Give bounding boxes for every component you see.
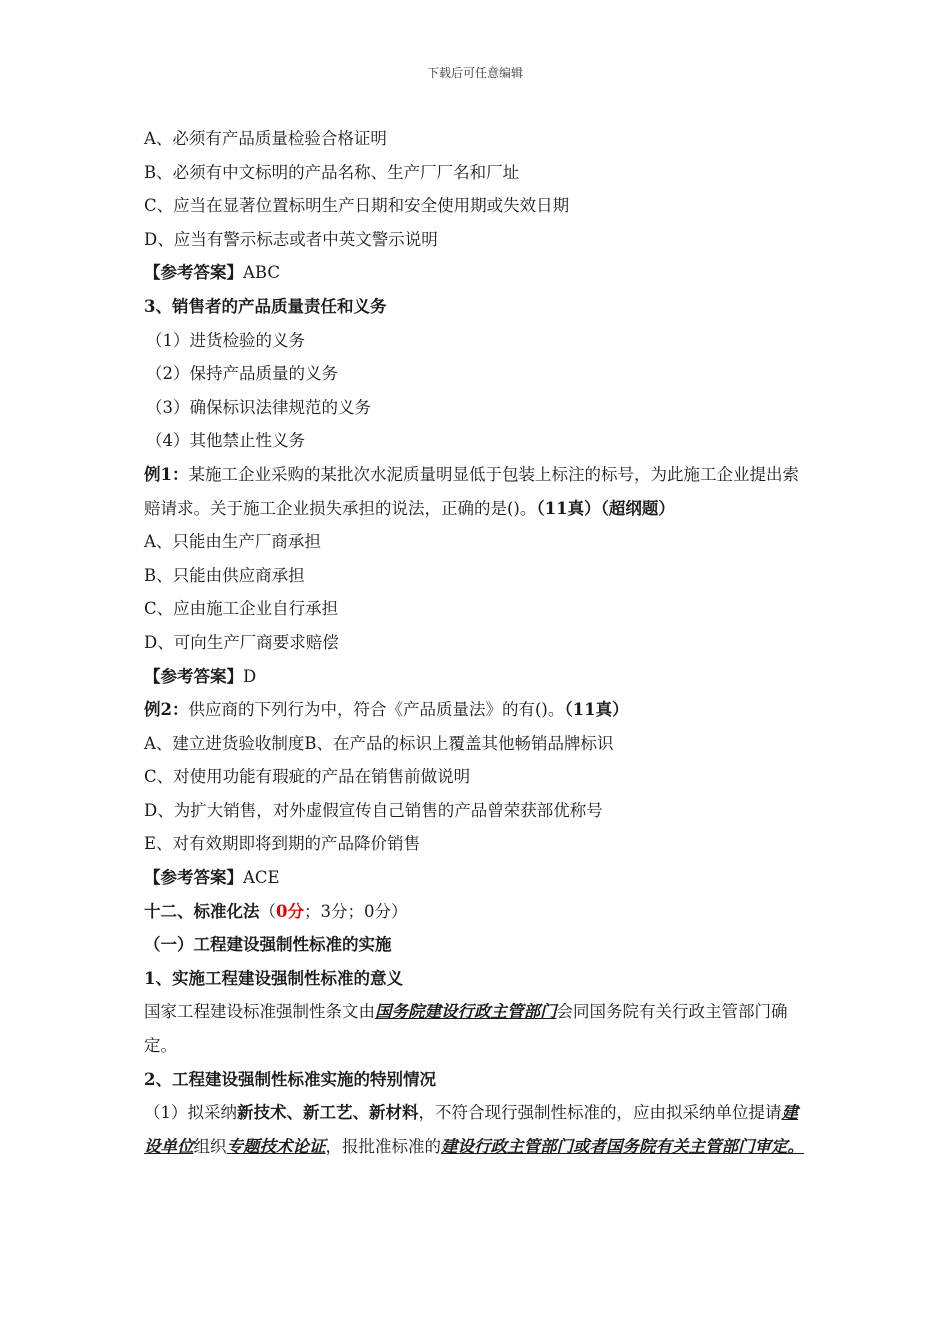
list-item: （3）确保标识法律规范的义务 <box>146 397 371 417</box>
answer-value: ABC <box>243 263 280 283</box>
option-c: C、应当在显著位置标明生产日期和安全使用期或失效日期 <box>144 196 570 216</box>
list-item: （2）保持产品质量的义务 <box>146 364 338 384</box>
answer-label: 【参考答案】 <box>144 666 243 686</box>
paragraph <box>144 1096 814 1163</box>
option-b: B、必须有中文标明的产品名称、生产厂厂名和厂址 <box>144 162 520 182</box>
paragraph-text: 会同国务院有关行政主管部门确定。 <box>144 1002 788 1056</box>
list-item: （4）其他禁止性义务 <box>146 431 305 451</box>
score-highlight: 0分 <box>276 901 304 921</box>
example-label: 例2： <box>144 700 189 720</box>
paragraph-text: ，不符合现行强制性标准的，应由拟采纳单位提请 <box>418 1103 782 1123</box>
bold-text: 新技术、新工艺、新材料 <box>237 1103 419 1123</box>
option-b: B、只能由供应商承担 <box>144 565 305 585</box>
answer-value: ACE <box>243 868 280 888</box>
point-heading: 2、工程建设强制性标准实施的特别情况 <box>144 1069 436 1089</box>
option-a: A、只能由生产厂商承担 <box>144 532 321 552</box>
page-header: 下载后可任意编辑 <box>426 66 523 80</box>
paragraph-text: 组织 <box>193 1136 227 1156</box>
list-item: （1）进货检验的义务 <box>146 330 305 350</box>
question-tag: （11真） <box>564 700 629 720</box>
answer-label: 【参考答案】 <box>144 868 243 888</box>
option-a: A、必须有产品质量检验合格证明 <box>144 129 387 148</box>
document-body <box>144 122 814 1163</box>
answer-label: 【参考答案】 <box>144 263 243 283</box>
paragraph-text: 国家工程建设标准强制性条文由 <box>144 1002 375 1022</box>
emphasis-text: 国务院建设行政主管部门 <box>375 1002 557 1022</box>
chapter-title: 十二、标准化法 <box>144 901 260 921</box>
paragraph <box>144 995 814 1062</box>
option-e: E、对有效期即将到期的产品降价销售 <box>144 834 421 854</box>
section-heading: 3、销售者的产品质量责任和义务 <box>144 296 387 316</box>
option-d: D、可向生产厂商要求赔偿 <box>144 632 339 652</box>
score-open: （ <box>259 901 276 921</box>
answer-line <box>144 861 814 895</box>
option-ab: A、建立进货验收制度B、在产品的标识上覆盖其他畅销品牌标识 <box>144 733 614 753</box>
option-c: C、对使用功能有瑕疵的产品在销售前做说明 <box>144 767 471 787</box>
answer-value: D <box>243 666 257 686</box>
emphasis-text: 专题技术论证 <box>226 1136 326 1156</box>
chapter-heading <box>144 895 814 929</box>
paragraph-text: ，报批准标准的 <box>325 1136 441 1156</box>
option-d: D、应当有警示标志或者中英文警示说明 <box>144 229 438 249</box>
answer-line <box>144 256 814 290</box>
emphasis-text: 建设单位 <box>144 1103 798 1156</box>
score-rest: ；3分；0分） <box>303 901 408 921</box>
question-text: 供应商的下列行为中，符合《产品质量法》的有()。 <box>188 700 565 720</box>
emphasis-text: 建设行政主管部门或者国务院有关主管部门审定。 <box>441 1136 804 1156</box>
subsection-heading: （一）工程建设强制性标准的实施 <box>144 935 392 955</box>
example-question <box>144 458 814 525</box>
point-heading: 1、实施工程建设强制性标准的意义 <box>144 968 403 988</box>
option-c: C、应由施工企业自行承担 <box>144 599 339 619</box>
question-tag: （11真）（超纲题） <box>536 498 675 518</box>
example-label: 例1： <box>144 464 189 484</box>
option-d: D、为扩大销售，对外虚假宣传自己销售的产品曾荣获部优称号 <box>144 800 603 820</box>
paragraph-text: （1）拟采纳 <box>144 1103 237 1123</box>
answer-line <box>144 660 814 694</box>
question-text: 某施工企业采购的某批次水泥质量明显低于包装上标注的标号，为此施工企业提出索赔请求。关于施工企业损失承担的说法，正确的是()。 <box>144 464 799 518</box>
example-question <box>144 693 814 727</box>
